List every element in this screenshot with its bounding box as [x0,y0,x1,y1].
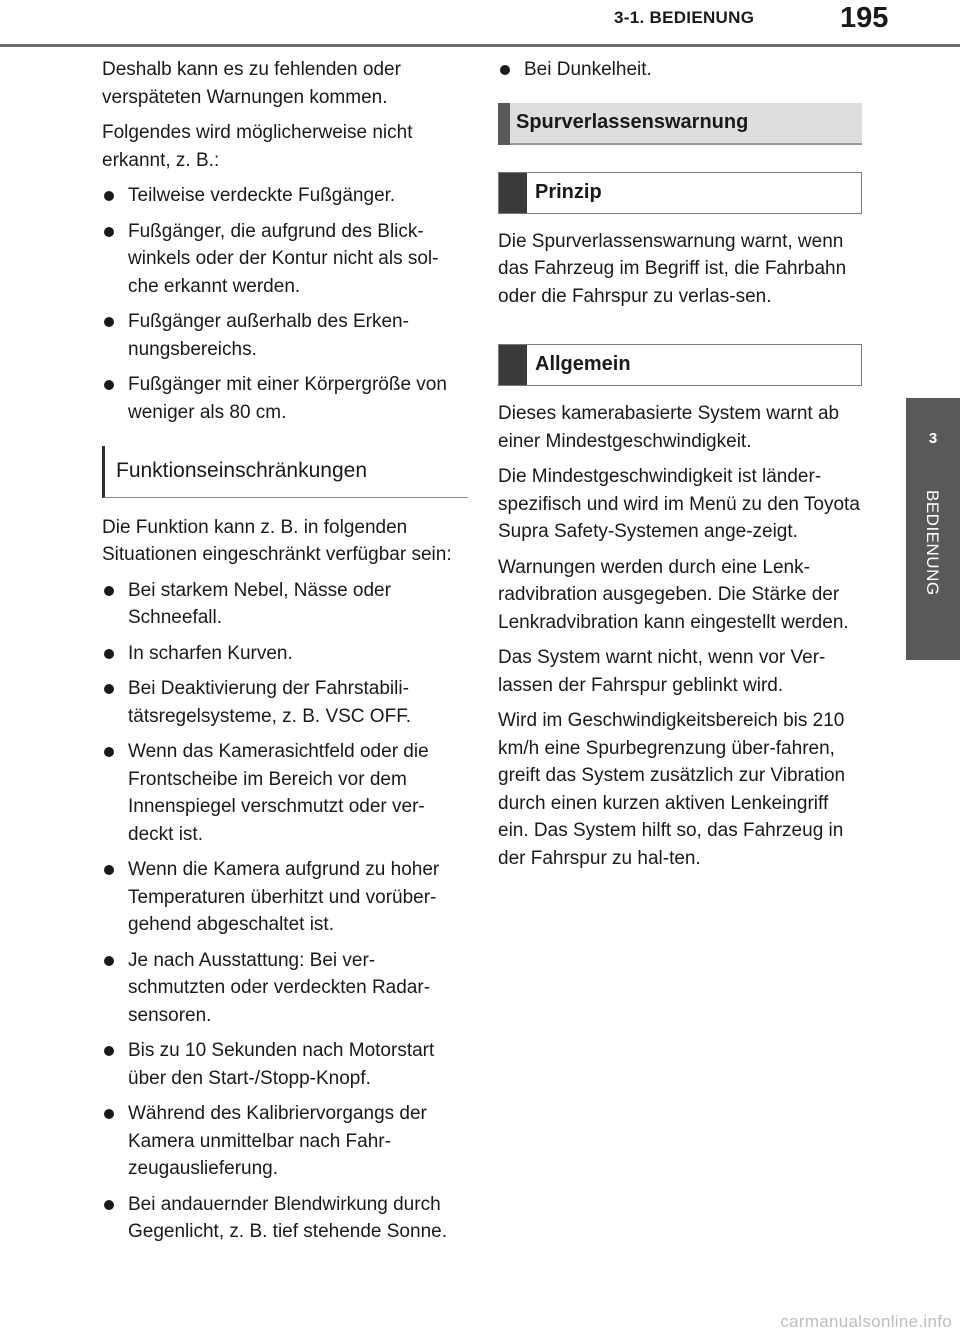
left-column [102,56,468,1254]
paragraph: Wird im Geschwindigkeitsbereich bis 210 km/h eine Spurbegrenzung über-fahren, greift das System zusätzlich zur Vibration durch einen kurzen aktiven Lenkeingriff ein. Das System hilft so, das Fahrzeug in der Fahrspur zu hal-ten. [498,710,846,869]
heading-marker [498,103,510,145]
bullet-dot-icon [500,65,510,75]
bullet-item: Bei Deaktivierung der Fahrstabili-tätsregelsysteme, z. B. VSC OFF. [102,675,468,730]
bullet-item: In scharfen Kurven. [102,640,468,668]
bullet-dot-icon [104,191,114,201]
bullet-dot-icon [104,380,114,390]
bullet-dot-icon [104,1046,114,1056]
paragraph: Das System warnt nicht, wenn vor Ver-lassen der Fahrspur geblinkt wird. [498,647,826,696]
paragraph: Warnungen werden durch eine Lenk-radvibration ausgegeben. Die Stärke der Lenkradvibration kann eingestellt werden. [498,556,849,633]
bullet-item: Wenn das Kamerasichtfeld oder die Frontscheibe im Bereich vor dem Innenspiegel verschmutzt oder ver-deckt ist. [102,738,468,848]
bullet-item: Fußgänger außerhalb des Erken-nungsbereichs. [102,308,468,363]
heading-marker [499,173,527,213]
bullet-dot-icon [104,649,114,659]
watermark: carmanualsonline.info [780,1312,952,1331]
chapter-label: BEDIENUNG [923,490,942,596]
bullet-item: Je nach Ausstattung: Bei ver-schmutzten oder verdeckten Radar-sensoren. [102,947,468,1030]
bullet-dot-icon [104,956,114,966]
subsection-heading-allgemein: Allgemein [498,344,862,386]
subsection-heading-prinzip: Prinzip [498,172,862,214]
bullet-item: Fußgänger, die aufgrund des Blick-winkels oder der Kontur nicht als sol-che erkannt werden. [102,218,468,301]
bullet-dot-icon [104,1109,114,1119]
bullet-item: Während des Kalibriervorgangs der Kamera unmittelbar nach Fahr-zeugauslieferung. [102,1100,468,1183]
page-number: 195 [840,2,889,34]
paragraph: Dieses kamerabasierte System warnt ab einer Mindestgeschwindigkeit. [498,403,840,452]
header-divider [0,44,960,47]
paragraph: Folgendes wird möglicherweise nicht erkannt, z. B.: [102,122,413,171]
bullet-item: Fußgänger mit einer Körpergröße von weniger als 80 cm. [102,371,468,426]
section-title: 3-1. BEDIENUNG [614,8,755,27]
chapter-number: 3 [928,430,938,447]
bullet-item: Bei andauernder Blendwirkung durch Gegenlicht, z. B. tief stehende Sonne. [102,1191,468,1246]
bullet-item: Teilweise verdeckte Fußgänger. [102,182,468,210]
bullet-item: Bei starkem Nebel, Nässe oder Schneefall. [102,577,468,632]
bullet-item: Wenn die Kamera aufgrund zu hoher Temperaturen überhitzt und vorüber-gehend abgeschaltet ist. [102,856,468,939]
bullet-dot-icon [104,865,114,875]
chapter-tab [906,398,960,660]
section-heading-spurverlassenswarnung: Spurverlassenswarnung [498,103,862,145]
subheading-funktionseinschraenkungen: Funktionseinschränkungen [102,446,468,498]
paragraph: Deshalb kann es zu fehlenden oder verspäteten Warnungen kommen. [102,59,401,108]
bullet-dot-icon [104,586,114,596]
bullet-dot-icon [104,684,114,694]
heading-marker [499,345,527,385]
bullet-item: Bis zu 10 Sekunden nach Motorstart über den Start-/Stopp-Knopf. [102,1037,468,1092]
bullet-dot-icon [104,317,114,327]
paragraph: Die Spurverlassenswarnung warnt, wenn das Fahrzeug im Begriff ist, die Fahrbahn oder die Fahrspur zu verlas-sen. [498,230,847,307]
bullet-dot-icon [104,227,114,237]
bullet-dot-icon [104,1200,114,1210]
right-column [498,56,862,880]
bullet-dot-icon [104,747,114,757]
bullet-item: Bei Dunkelheit. [498,56,862,84]
paragraph: Die Funktion kann z. B. in folgenden Situationen eingeschränkt verfügbar sein: [102,516,452,565]
paragraph: Die Mindestgeschwindigkeit ist länder-spezifisch und wird im Menü zu den Toyota Supra Safety-Systemen ange-zeigt. [498,466,860,542]
